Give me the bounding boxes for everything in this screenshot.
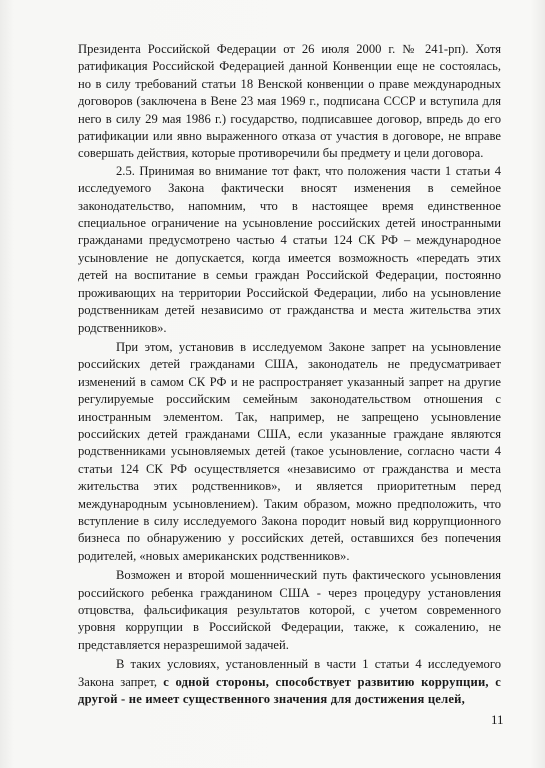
- paragraph-conclusion: [78, 656, 501, 708]
- paragraph-continuation: Президента Российской Федерации от 26 июля 2000 г. № 241-рп). Хотя ратификация Российской Федерацией данной Конвенции еще не состоялась, но в силу требований статьи 18 Венской конвенции о праве международных договоров (заключена в Вене 23 мая 1969 г., подписана СССР и вступила для него в силу 29 мая 1986 г.) государство, подписавшее договор, впредь до его ратификации или явно выраженного отказа от участия в договоре, не вправе совершать действия, которые противоречили бы предмету и цели договора.: [78, 42, 501, 161]
- paragraph-paternity: Возможен и второй мошеннический путь фактического усыновления российского ребенка гражданином США - через процедуру установления отцовства, фальсификация результатов которой, с учетом современного уровня коррупции в Российской Федерации, также, к сожалению, не представляется неразрешимой задачей.: [78, 568, 501, 652]
- body-text: [78, 41, 501, 708]
- paragraph-us-ban: При этом, установив в исследуемом Законе запрет на усыновление российских детей гражданами США, законодатель не предусматривает изменений в самом СК РФ и не распространяет указанный запрет на другие регулируемые российским семейным законодательством отношения с иностранным элементом. Так, например, не запрещено усыновление российских детей гражданами США, если указанные граждане являются родственниками усыновляемых детей (такое усыновление, согласно части 4 статьи 124 СК РФ осуществляется «независимо от гражданства и места жительства этих родственников», и является приоритетным перед международным усыновлением). Таким образом, можно предположить, что вступление в силу исследуемого Закона породит новый вид коррупционного бизнеса по обнаружению у российских детей, оставшихся без попечения родителей, «новых американских родственников».: [78, 339, 501, 563]
- paragraph-2-5: 2.5. Принимая во внимание тот факт, что положения части 1 статьи 4 исследуемого Закона фактически вносят изменения в семейное законодательство, напомним, что в настоящее время единственное специальное ограничение на усыновление российских детей иностранными гражданами предусмотрено частью 4 статьи 124 СК РФ – международное усыновление не допускается, когда имеется возможность «передать этих детей на воспитание в семьи граждан Российской Федерации, постоянно проживающих на территории Российской Федерации, либо на усыновление родственникам детей независимо от гражданства и места жительства этих родственников».: [78, 163, 501, 335]
- page-number: 11: [491, 712, 504, 727]
- conclusion-bold-text: с одной стороны, способствует развитию коррупции, с другой - не имеет существенного значения для достижения целей,: [78, 674, 502, 707]
- conclusion-plain-text: В таких условиях, установленный в части 1 статьи 4 исследуемого Закона запрет,: [78, 657, 501, 689]
